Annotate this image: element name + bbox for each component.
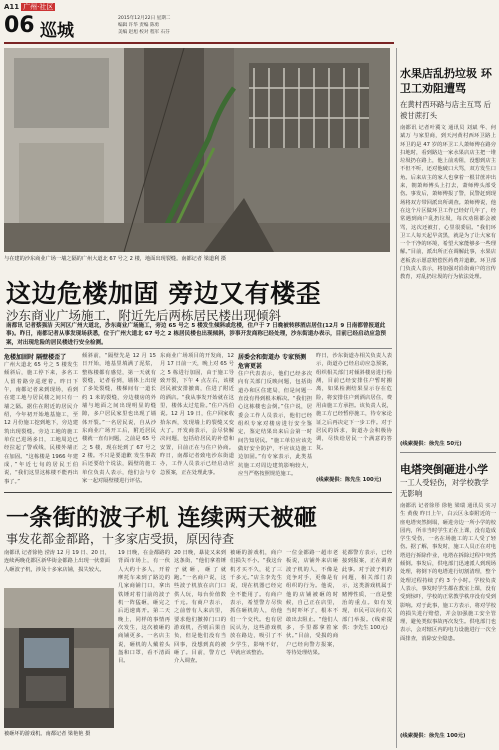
side1-body: 南都讯 记者叶冀文 通讯员 刘斌 华、何斌万 与家里商，到天河黄村西环卫路上环卫的是 47 岁的环卫工人萧师傅在路旁扫地时，看到路边一家水果店店主把一堆垃圾扔在路上，他上前劝阻，没想到店主不但不听，还对他破口大骂，双方发生口角。后来店主的家人也拿着一根甘蔗冲出来，朝萧师傅头上打去，萧师傅头部受伤。事发后，萧师傅报了警，民警赶到现场将双方带回派出所调查。萧师傅说，他在这个片区做环卫工作已经好几年了，经常遇到商户乱扔垃圾，每次劝阻都会被骂，这次还被打，心里很委屈。“我们环卫工人每天起早贪黑，就是为了让大家有一个干净的环境，希望大家能够多一些理解。”目前，派出所正在调解此事，水果店老板表示愿意赔偿医药费并道歉。环卫部门负责人表示，将加强对沿街商户的宣传教育，对乱扔垃圾的行为依法处理。 <box>400 125 496 281</box>
building-photo-caption: 与在建的沙东商业广场一墙之隔的广州大道北 67 号之 2 楼，地面出现裂缝。南都记者 梁道利 摄 <box>4 256 227 262</box>
page-number: 06 <box>4 13 35 38</box>
page-code-tag: 广州·社区 <box>23 3 54 11</box>
side1-headline: 水果店乱扔垃圾 环卫工劝阻遭骂 <box>400 67 492 95</box>
building-photo <box>4 48 390 252</box>
story2-byline-block <box>4 549 114 583</box>
side2-credit: (线索提供：徐先生 100元) <box>400 733 466 739</box>
arcade-photo-caption: 被砸坏的游戏机。南都记者 梁艳艳 摄 <box>4 731 91 737</box>
story2-col-3-text: 被砸的游戏机，商户们损失不小。“我这台机才买不久，花了三千多元。”店主李先生说，现在机器已经完全不能用了。有商户表示，希望警方尽快抓住砸机的人，给他们一个交代。也有居民认为，这些游戏机放在路边，吸引了不少学生，影响不好，早就应该整治。 <box>230 550 282 657</box>
arcade-photo <box>4 588 114 728</box>
story1-subheadline: 沙东商业广场施工，附近先后两栋居民楼出现倾斜 <box>6 308 282 323</box>
story1-col-4-subhead: 居委会和街道办 专家预测危害更甚 <box>238 354 307 370</box>
story2-col-2-text: 20 日晚，暴徒又来到这条街，“他们拿着锤子就砸，砸了就跑。”一名商户说，这些波子机放在店门口供人玩，每台价值数千元。有商户表示，之前曾有人来店里，要求他们撤掉门口的游戏机，否则后果自负，但是他们没有当回事，没想到真的被砸了。目前，警方已介入调查。 <box>174 550 226 665</box>
header-rule <box>4 42 394 44</box>
story1-col-3 <box>160 352 234 486</box>
story1-credit: (线索提供：陈先生 100元) <box>316 477 382 483</box>
side1-credit: (线索提供：徐先生 50元) <box>400 441 462 447</box>
side1-deck: 在黄村西环路与店主互骂 后被甘蔗打头 <box>400 100 492 120</box>
story1-divider <box>4 348 392 349</box>
story1-col-1-subhead: 危楼加固时 隔壁楼歪了 <box>4 354 67 361</box>
header-info <box>118 15 170 36</box>
story2-col-5-text: 花都警方表示，已经接到报案，正在调查此事。对于波子机的问题，相关部门表示，这类游戏机属于赌博性质，一直是整治的重点。如有发现，市民可以向有关部门举报。(线索提供：李先生 100元) <box>342 550 392 632</box>
story1-lead: 南都讯 记者蔡强洁 天河区广州大道北，沙东商业广场施工，旁边 65 号之 5 楼发生倾斜或危楼，住户于 7 日晚被转移酒店居住(12月 9 日南都曾报道此事)。昨日，南都记者从事发现场获悉，位于广州大道北 67 号之 2 栋居民楼也出现倾斜，涉事开发商称已经处理，沙东街道办表示，目前已经启动应急预案，对出现危险的居民楼进行安全检测。 <box>6 323 387 346</box>
header-date: 2015年12月22日 星期二 <box>118 16 171 21</box>
story1-col-2-text: 倾斜前，“隔壁先是 12 月 15 日开始，地基里填满了泥浆，整栋楼都有感觉，第一天就有裂缝，记者看到，墙体上出现了多处裂缝，楼梯间有一道长约 1 米的裂缝，旁边楼房的外墙与地面之间出现明显的缝隙，多户居民家里也出现了墙体开裂。”一名居民说，自从沙东商业广场开工后，附近居民楼就一直有问题，之前是 65 号之 5 楼，现在轮到了 67 号之 2 楼。不只是要道歉 发生事故后还要给个说法，隔壁的施工单位负责人表示，他们会与专家一起对隔壁楼进行评估。 <box>82 353 156 485</box>
section-title: 巡城 <box>40 21 74 41</box>
story1-bottom-rule <box>4 492 392 493</box>
story2-col-1-text: 19 日晚，在金都路的背面市场上，有一伙人大约十多人，开着摩托车来到了路边的几家商铺门口，拿出铁锤对着门前的波子机一阵猛砸，砸完之后迅速离开。第二天晚上，同样的事情再次发生，这次被砸的商铺更多。一名店主说，砸机的人戴着头盔和口罩，看不清面目。 <box>118 550 170 665</box>
story1-col-1 <box>4 352 78 486</box>
story1-col-5-text: 昨日，沙东街道办相关负责人表示，街道办已经启动应急预案，组织相关部门对倾斜楼房进行检测，目前已经安排住户暂时搬离，如果检测结果显示存在危险，将安排住户到酒店居住，费用由施工方承担。该负责人说，施工方已经暂停施工，待专家论证之后再决定下一步工作。对于居民的诉求，街道办会积极协调，尽快给居民一个满意的答复。 <box>316 353 392 451</box>
story2-headline: 一条街的波子机 连续两天被砸 <box>6 504 318 531</box>
story1-col-3-text: 东商业广场项目的开发商，12 月 17 日前一天，晚上对 65 号之 5 栋进行加固，由于施工导致开裂，下午 4 点左右，该楼居民被安排撤离，住进了附近的酒店。“我从事发开始就在这里，楼体太过危险。”住户冯伯说。12 月 19 日，住户回家收拾东西，发现墙上的裂缝又变大了。开发商表示，会尽快解决问题，包括给居民的补偿和安置，目前正在与住户协商。昨日，南都记者致电沙东街道办，工作人员表示已经启动应急预案，正在处理此事。 <box>160 353 234 476</box>
story2-subheadline: 事发花都金都路，十多家店受损，原因待查 <box>6 532 235 546</box>
story1-col-4 <box>238 352 312 486</box>
story2-col-4-text: 一位金都路一超市老板说，店铺外来店砸波子机的人，不像是竞争对手，更像是有组织的行为。他说，他的店铺被砸的时候，自己正在店里，当时吓坏了，根本不敢出去阻止。“他们人多，手里都拿着家伙。”目前，受损的商户已经向警方报案，等待处理结果。 <box>286 550 338 657</box>
page-code-number: A11 <box>4 3 20 11</box>
page-code <box>4 2 55 12</box>
sidebar-divider <box>396 48 397 748</box>
story2-byline: 南都讯 记者徐艳 滢涛 12 月 19 日、20 日，连续两晚花都区新华街金都路上出现一伙蒙面人砸波子机，涉及十多家店铺，损失较大。 <box>4 550 111 573</box>
story1-col-5 <box>316 352 392 486</box>
arcade-photo-image <box>4 588 114 728</box>
header-editors: 编辑 许华 责编 陈勇 <box>118 23 160 28</box>
building-photo-image <box>4 48 390 252</box>
side-divider <box>400 452 496 453</box>
header-proofreaders: 美编 赵旭 校对 程军 石芬 <box>118 30 170 35</box>
story1-headline: 这边危楼加固 旁边又有楼歪 <box>6 279 322 308</box>
side2-headline: 电塔突倒砸进小学 <box>400 463 488 476</box>
story1-col-1-text: 广州大道北 65 号之 5 楼发生倾斜后，施工停下来，多名工人留着路旁巡逻着。昨日下午，南都记者来到现场，看到在建工地与居民楼之间只有一墙之隔。据住在附近的居民介绍，今年初开始地基施工，至 12 月份施工挖到地下，旁边建筑出现裂缝。旁边工地的施工单位已进场多日，工地周边已经拉起了警戒线，民楼外墙正在加固。“这栋楼是 1966 年建成，”年近七旬的居民王伯说，“我们这里这栋楼不能再出事了。” <box>4 362 78 485</box>
side2-deck: 一工人受轻伤，对学校教学无影响 <box>400 478 489 498</box>
story1-col-4-text: 住户代表表示，他们已经多次向有关部门反映问题，包括街道办和区住建局，但是问题一直没有得到根本解决。“我们担心这栋楼也会倒。”住户说，居委会工作人员表示，他们已经组织专家对楼房进行安全鉴定，鉴定结果出来后会第一时间告知居民。“施工单位应该先做好安全防护，不应该边施工边加固。”有专家表示，此类基坑施工对周边建筑影响较大，应当严格按照规范施工。 <box>238 371 312 478</box>
side2-body: 南都讯 记者徐彤 徐艳 梁瑞 通讯员 实习生 黄俊 昨日上午，白云区永泰附近的一座电塔突然倒塌，砸进旁边一所小学的校园内，所幸当时学生正在上课，没有造成学生受伤，一名在场施工的工人受了轻伤。据了解，事发时，施工人员正在对电塔进行拆除作业，电塔在拆除过程中突然倾倒。事发后，供电部门迅速派人到现场处理，将倒下的电塔进行切割清理，整个处理过程持续了约 3 个小时。学校负责人表示，事发时学生都在教室上课，没有受到惊吓，学校的正常教学秩序没有受到影响。对于此事，施工方表示，将对学校的损失进行赔偿，并会加强施工安全管理，避免类似事故再次发生。供电部门也表示，会对辖区内的电力设施进行一次全面排查，消除安全隐患。 <box>400 503 496 642</box>
